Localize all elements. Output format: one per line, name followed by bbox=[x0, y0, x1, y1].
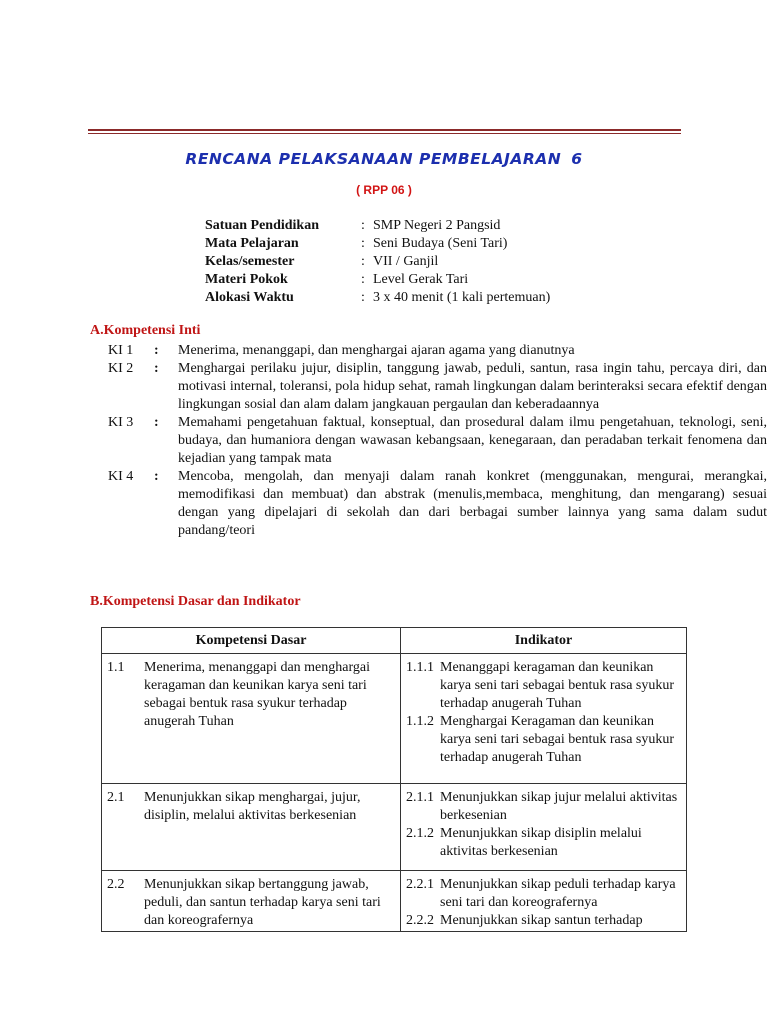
indicator-item bbox=[406, 876, 681, 912]
indicator-text: Menunjukkan sikap santun terhadap bbox=[440, 913, 643, 928]
identity-label: Satuan Pendidikan bbox=[205, 218, 319, 233]
kd-text: Menunjukkan sikap menghargai, jujur, disiplin, melalui aktivitas berkesenian bbox=[144, 790, 361, 823]
page-subtitle: ( RPP 06 ) bbox=[356, 183, 412, 197]
header-rule-top bbox=[88, 129, 681, 131]
identity-label: Materi Pokok bbox=[205, 272, 288, 287]
kd-number: 1.1 bbox=[107, 660, 125, 675]
kd-number: 2.1 bbox=[107, 790, 125, 805]
header-rule-bottom bbox=[88, 133, 681, 134]
ki-colon: : bbox=[154, 415, 159, 430]
core-competency-item bbox=[90, 342, 690, 360]
identity-row bbox=[205, 289, 685, 307]
ki-colon: : bbox=[154, 361, 159, 376]
indicator-item bbox=[406, 825, 681, 861]
indicator-item bbox=[406, 789, 681, 825]
identity-value: VII / Ganjil bbox=[373, 254, 439, 269]
identity-value: SMP Negeri 2 Pangsid bbox=[373, 218, 501, 233]
core-competency-list bbox=[90, 342, 767, 540]
identity-value: Seni Budaya (Seni Tari) bbox=[373, 236, 508, 251]
ki-text: Menerima, menanggapi, dan menghargai ajaran agama yang dianutnya bbox=[178, 343, 575, 358]
kd-number: 2.2 bbox=[107, 877, 125, 892]
kd-cell bbox=[102, 871, 401, 932]
indicator-text: Menunjukkan sikap jujur melalui aktivitas berkesenian bbox=[440, 790, 678, 823]
identity-row bbox=[205, 253, 685, 271]
indicator-item bbox=[406, 659, 681, 713]
ki-text: Mencoba, mengolah, dan menyaji dalam ranah konkret (menggunakan, mengurai, merangkai, memodifikasi dan membuat) dan abstrak (menulis,membaca, menghitung, dan mengarang) sesuai dengan yang dipelajari di sekolah dan dari berbagai sumber lainnya yang sama dalam sudut pandang/teori bbox=[178, 469, 767, 538]
indicator-number: 2.2.2 bbox=[406, 913, 434, 928]
identity-label: Alokasi Waktu bbox=[205, 290, 294, 305]
kd-cell bbox=[102, 784, 401, 871]
section-b-heading: B.Kompetensi Dasar dan Indikator bbox=[90, 594, 301, 609]
core-competency-item bbox=[90, 360, 767, 414]
kd-cell bbox=[102, 654, 401, 784]
ki-text: Menghargai perilaku jujur, disiplin, tanggung jawab, peduli, santun, rasa ingin tahu, percaya diri, dan motivasi internal, toleransi, pola hidup sehat, ramah lingkungan dalam berinteraksi secara efektif dengan lingkungan sosial dan alam dalam jangkauan pergaulan dan keberadaannya bbox=[178, 361, 767, 412]
indicator-number: 2.2.1 bbox=[406, 877, 434, 892]
indicator-cell bbox=[401, 654, 687, 784]
ki-code: KI 2 bbox=[108, 361, 134, 376]
identity-colon: : bbox=[361, 290, 365, 305]
identity-label: Mata Pelajaran bbox=[205, 236, 299, 251]
indicator-number: 1.1.1 bbox=[406, 660, 434, 675]
indicator-number: 1.1.2 bbox=[406, 714, 434, 729]
indicator-number: 2.1.2 bbox=[406, 826, 434, 841]
indicator-cell bbox=[401, 871, 687, 932]
kd-text: Menerima, menanggapi dan menghargai keragaman dan keunikan karya seni tari sebagai bentuk rasa syukur terhadap anugerah Tuhan bbox=[144, 660, 370, 729]
indicator-number: 2.1.1 bbox=[406, 790, 434, 805]
identity-row bbox=[205, 217, 685, 235]
core-competency-item bbox=[90, 414, 767, 468]
page-title-number: 6 bbox=[571, 150, 583, 168]
competency-table bbox=[101, 627, 687, 932]
indicator-cell bbox=[401, 784, 687, 871]
identity-row bbox=[205, 235, 685, 253]
indicator-text: Menghargai Keragaman dan keunikan karya seni tari sebagai bentuk rasa syukur terhadap anugerah Tuhan bbox=[440, 714, 675, 765]
table-header-row bbox=[102, 628, 687, 654]
indicator-item bbox=[406, 912, 681, 930]
identity-colon: : bbox=[361, 236, 365, 251]
column-header-kompetensi-dasar: Kompetensi Dasar bbox=[102, 628, 401, 654]
table-row bbox=[102, 784, 687, 871]
indicator-text: Menunjukkan sikap peduli terhadap karya seni tari dan koreografernya bbox=[440, 877, 676, 910]
identity-colon: : bbox=[361, 272, 365, 287]
ki-colon: : bbox=[154, 469, 159, 484]
ki-code: KI 4 bbox=[108, 469, 134, 484]
kd-text: Menunjukkan sikap bertanggung jawab, peduli, dan santun terhadap karya seni tari dan koreografernya bbox=[144, 877, 381, 928]
table-row bbox=[102, 654, 687, 784]
table-row bbox=[102, 871, 687, 932]
ki-colon: : bbox=[154, 343, 159, 358]
indicator-text: Menunjukkan sikap disiplin melalui aktivitas berkesenian bbox=[440, 826, 642, 859]
identity-value: 3 x 40 menit (1 kali pertemuan) bbox=[373, 290, 551, 305]
indicator-text: Menanggapi keragaman dan keunikan karya seni tari sebagai bentuk rasa syukur terhadap anugerah Tuhan bbox=[440, 660, 675, 711]
identity-colon: : bbox=[361, 218, 365, 233]
ki-text: Memahami pengetahuan faktual, konseptual, dan prosedural dalam ilmu pengetahuan, teknologi, seni, budaya, dan humaniora dengan wawasan kebangsaan, kenegaraan, dan peradaban terkait fenomena dan kejadian yang tampak mata bbox=[178, 415, 767, 466]
section-a-heading: A.Kompetensi Inti bbox=[90, 323, 201, 338]
page-title bbox=[0, 150, 768, 168]
column-header-indikator: Indikator bbox=[401, 628, 687, 654]
identity-value: Level Gerak Tari bbox=[373, 272, 469, 287]
identity-colon: : bbox=[361, 254, 365, 269]
page-title-text: RENCANA PELAKSANAAN PEMBELAJARAN bbox=[185, 150, 562, 168]
identity-block bbox=[205, 217, 685, 307]
core-competency-item bbox=[90, 468, 767, 540]
identity-row bbox=[205, 271, 685, 289]
indicator-item bbox=[406, 713, 681, 767]
identity-label: Kelas/semester bbox=[205, 254, 295, 269]
ki-code: KI 3 bbox=[108, 415, 134, 430]
ki-code: KI 1 bbox=[108, 343, 134, 358]
